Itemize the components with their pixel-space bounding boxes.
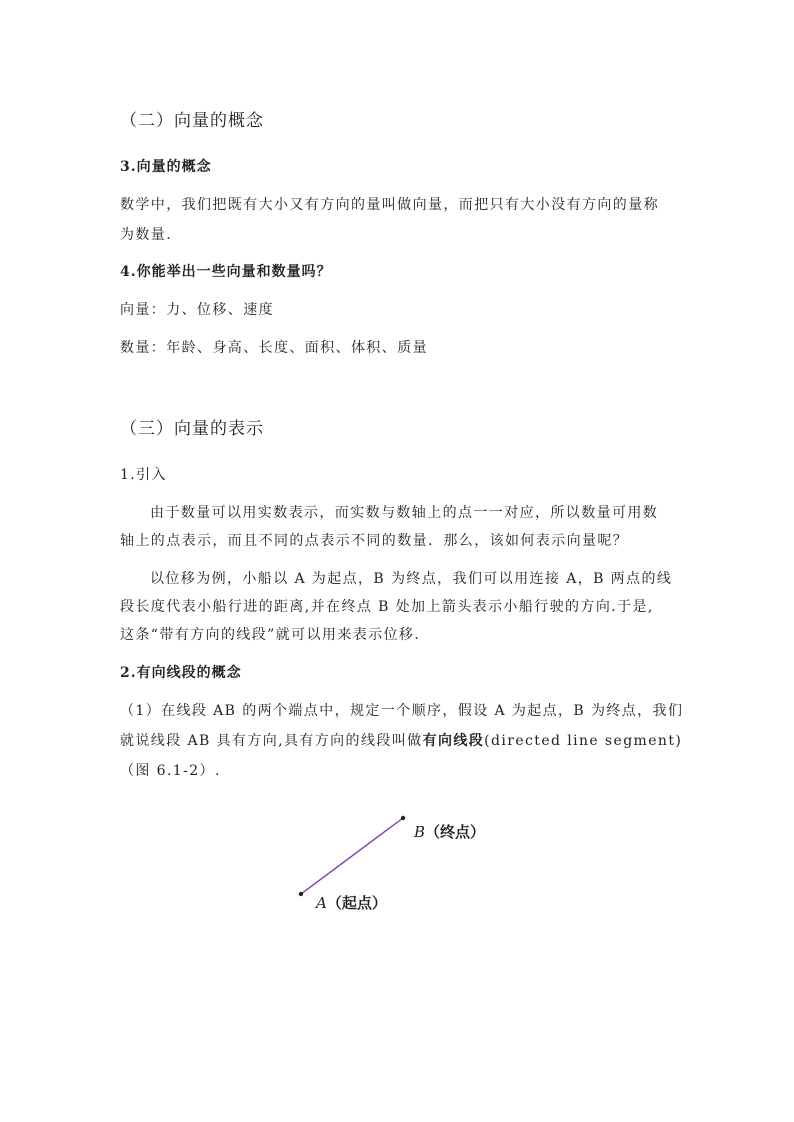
label-b-text: （终点） [425, 823, 486, 841]
figure-reference: （图 6.1-2）. [120, 763, 221, 779]
paragraph-line [120, 730, 682, 750]
scalar-examples: 数量：年龄、身高、长度、面积、体积、质量 [120, 340, 428, 356]
vector-examples: 向量：力、位移、速度 [120, 302, 274, 318]
section-title-concept: （二）向量的概念 [120, 111, 264, 131]
subheading-intro: 1.引入 [120, 467, 167, 483]
section-title-representation: （三）向量的表示 [120, 419, 264, 439]
segment-ab [301, 818, 403, 894]
paragraph-line: 以位移为例，小船以 A 为起点，B 为终点，我们可以用连接 A，B 两点的线 [150, 571, 673, 587]
paragraph-line: 轴上的点表示，而且不同的点表示不同的数量．那么，该如何表示向量呢？ [120, 533, 629, 549]
subheading-vector-concept: 3.向量的概念 [120, 159, 212, 175]
label-a-letter: A [316, 894, 327, 912]
point-b [401, 816, 405, 820]
paragraph-line: 为数量. [120, 227, 173, 243]
term-directed-segment: 有向线段 [422, 733, 485, 749]
subheading-directed-segment: 2.有向线段的概念 [120, 665, 242, 681]
directed-segment-figure [290, 810, 410, 900]
paragraph-line: 由于数量可以用实数表示，而实数与数轴上的点一一对应，所以数量可用数 [150, 505, 659, 521]
paragraph-line: 数学中，我们把既有大小又有方向的量叫做向量，而把只有大小没有方向的量称 [120, 197, 659, 213]
paragraph-line: 段长度代表小船行进的距离,并在终点 B 处加上箭头表示小船行驶的方向.于是, [120, 599, 654, 615]
label-a-text: （起点） [326, 894, 387, 912]
label-a-start [316, 892, 387, 913]
subheading-examples: 4.你能举出一些向量和数量吗？ [120, 264, 332, 280]
point-a [299, 892, 303, 896]
paragraph-line: 这条“带有方向的线段”就可以用来表示位移. [120, 627, 421, 643]
paragraph-line: （1）在线段 AB 的两个端点中，规定一个顺序，假设 A 为起点，B 为终点，我们 [120, 703, 684, 719]
label-b-end [414, 821, 485, 842]
label-b-letter: B [414, 823, 426, 841]
text-run: (directed line segment) [484, 733, 683, 749]
text-run: 就说线段 AB 具有方向,具有方向的线段叫做 [120, 733, 423, 749]
